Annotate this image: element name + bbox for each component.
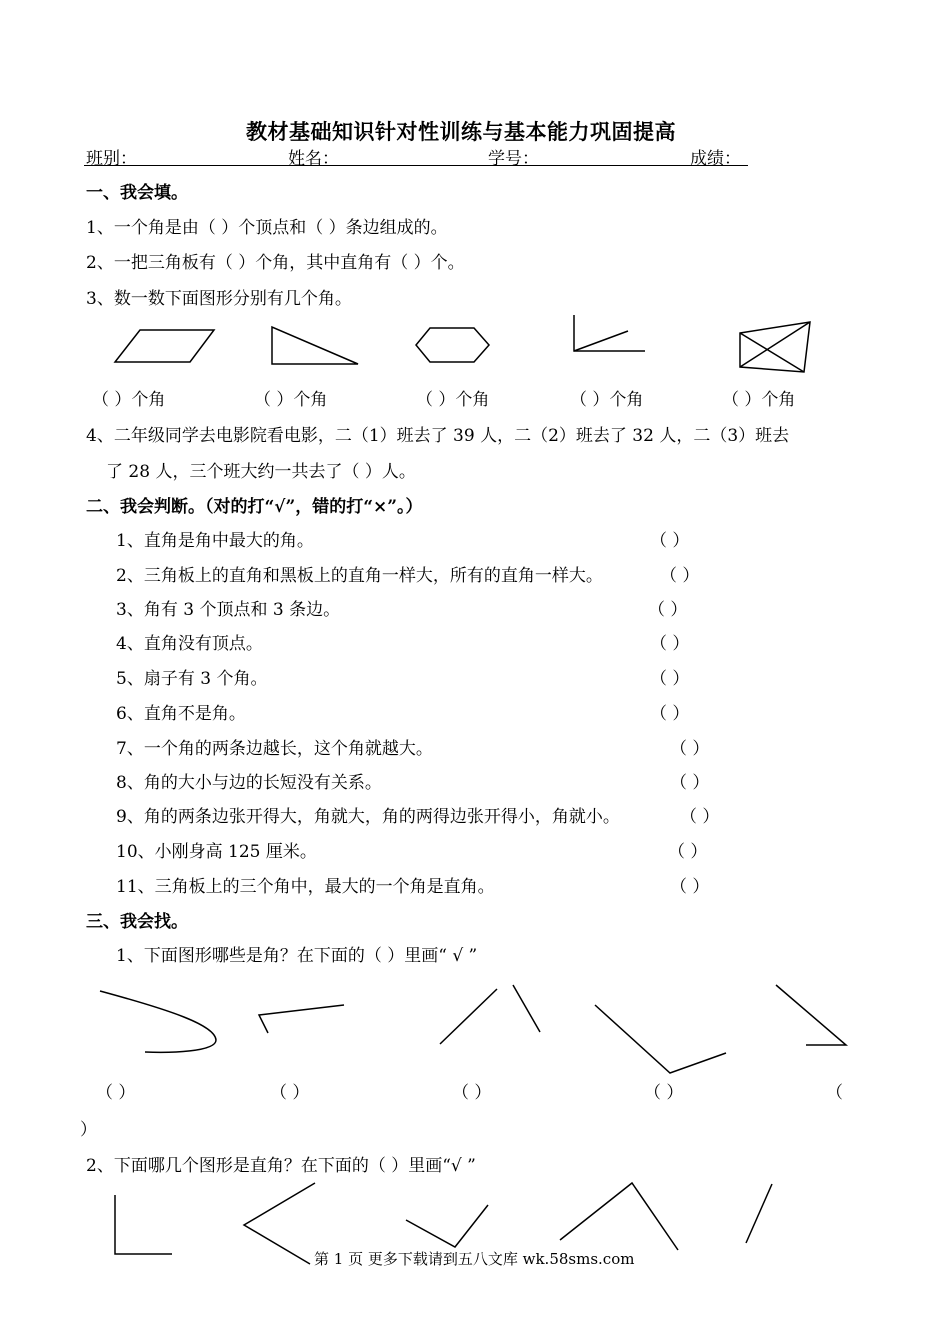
page-footer: 第 1 页 更多下载请到五八文库 wk.58sms.com (314, 1250, 635, 1268)
judge-item-7: 7、一个角的两条边越长，这个角就越大。 (116, 739, 433, 759)
shape-answer-2[interactable]: （ ）个角 (254, 390, 328, 410)
judge-paren-1[interactable]: （ ） (650, 531, 690, 551)
page-title: 教材基础知识针对性训练与基本能力巩固提高 (246, 119, 676, 144)
shape-answer-1[interactable]: （ ）个角 (92, 390, 166, 410)
judge-paren-11[interactable]: （ ） (670, 877, 710, 897)
judge-paren-7[interactable]: （ ） (670, 739, 710, 759)
judge-item-2: 2、三角板上的直角和黑板上的直角一样大，所有的直角一样大。 (116, 566, 603, 586)
judge-item-10: 10、小刚身高 125 厘米。 (116, 842, 317, 862)
class-label: 班别： (86, 149, 137, 169)
section2-heading: 二、我会判断。（对的打“√”，错的打“×”。） (86, 497, 423, 517)
angle-answer-5-open[interactable]: （ (826, 1083, 843, 1103)
section1-q3: 3、数一数下面图形分别有几个角。 (86, 289, 352, 309)
judge-item-5: 5、扇子有 3 个角。 (116, 669, 268, 689)
open-lines-figure-a (440, 989, 497, 1044)
shape-answer-4[interactable]: （ ）个角 (570, 390, 644, 410)
judge-item-1: 1、直角是角中最大的角。 (116, 531, 314, 551)
section1-q4-line2: 了 28 人，三个班大约一共去了（ ）人。 (106, 462, 416, 482)
score-label: 成绩： (690, 149, 741, 169)
judge-paren-9[interactable]: （ ） (680, 807, 720, 827)
section1-q1: 1、一个角是由（ ）个顶点和（ ）条边组成的。 (86, 218, 448, 238)
judge-paren-10[interactable]: （ ） (668, 842, 708, 862)
angle-answer-4[interactable]: （ ） (644, 1083, 684, 1103)
right-angle-figure-1 (115, 1195, 172, 1254)
judge-paren-6[interactable]: （ ） (650, 704, 690, 724)
judge-paren-3[interactable]: （ ） (648, 600, 688, 620)
single-line-figure (746, 1184, 772, 1243)
judge-item-9: 9、角的两条边张开得大，角就大，角的两得边张开得小，角就小。 (116, 807, 620, 827)
angle-figure-5 (776, 985, 846, 1045)
angle-figure-2 (259, 1005, 344, 1033)
name-label: 姓名： (288, 149, 339, 169)
open-lines-figure-b (513, 985, 540, 1032)
curve-figure (100, 991, 216, 1052)
judge-paren-5[interactable]: （ ） (650, 669, 690, 689)
angle-figure-q2-4 (560, 1183, 678, 1250)
judge-paren-2[interactable]: （ ） (660, 566, 700, 586)
judge-paren-8[interactable]: （ ） (670, 773, 710, 793)
judge-item-8: 8、角的大小与边的长短没有关系。 (116, 773, 382, 793)
shape-answer-5[interactable]: （ ）个角 (722, 390, 796, 410)
judge-item-4: 4、直角没有顶点。 (116, 634, 263, 654)
angle-answer-2[interactable]: （ ） (270, 1083, 310, 1103)
section1-q2: 2、一把三角板有（ ）个角，其中直角有（ ）个。 (86, 253, 465, 273)
angle-figure-q2-3 (406, 1205, 488, 1247)
judge-item-11: 11、三角板上的三个角中，最大的一个角是直角。 (116, 877, 495, 897)
section1-heading: 一、我会填。 (86, 183, 188, 203)
judge-item-6: 6、直角不是角。 (116, 704, 246, 724)
section1-q4-line1: 4、二年级同学去电影院看电影，二（1）班去了 39 人，二（2）班去了 32 人，二（3）班去 (86, 426, 790, 446)
judge-paren-4[interactable]: （ ） (650, 634, 690, 654)
student-id-label: 学号： (488, 149, 539, 169)
angle-answer-3[interactable]: （ ） (452, 1083, 492, 1103)
angle-answer-1[interactable]: （ ） (96, 1083, 136, 1103)
angle-figure-4 (595, 1005, 726, 1073)
section3-heading: 三、我会找。 (86, 912, 188, 932)
shape-answer-3[interactable]: （ ）个角 (416, 390, 490, 410)
angle-figure-q2-2 (244, 1183, 315, 1264)
angle-answer-5-close: ） (80, 1120, 97, 1140)
section3-q1: 1、下面图形哪些是角？在下面的（ ）里画“ √ ” (116, 946, 478, 966)
judge-item-3: 3、角有 3 个顶点和 3 条边。 (116, 600, 341, 620)
section3-q2: 2、下面哪几个图形是直角？在下面的（ ）里画“√ ” (86, 1156, 476, 1176)
